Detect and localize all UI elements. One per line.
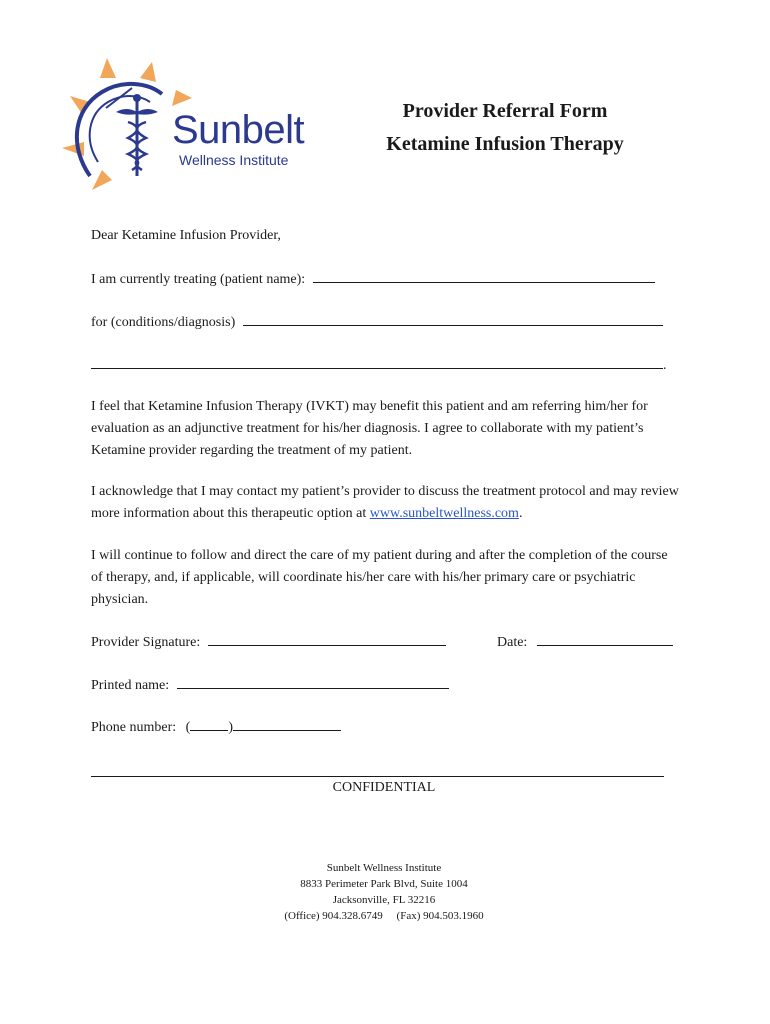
- continue-care-paragraph: I will continue to follow and direct the care of my patient during and after the completion of the course of therapy, and, if applicable, will coordinate his/her care with his/her primary care or psychiatric physician.: [91, 548, 668, 607]
- date-row: [497, 631, 687, 654]
- provider-signature-field[interactable]: [208, 631, 446, 646]
- patient-name-row: [91, 268, 691, 291]
- salutation: Dear Ketamine Infusion Provider,: [91, 228, 281, 243]
- acknowledge-text: I acknowledge that I may contact my patient’s provider to discuss the treatment protocol and may review more information about this therapeutic option at: [91, 484, 679, 521]
- website-link[interactable]: www.sunbeltwellness.com: [369, 506, 519, 521]
- patient-name-label: I am currently treating (patient name):: [91, 272, 306, 287]
- phone-area-code-field[interactable]: [190, 716, 228, 731]
- form-subtitle: Ketamine Infusion Therapy: [386, 133, 624, 155]
- phone-label: Phone number:: [91, 720, 177, 735]
- printed-name-field[interactable]: [177, 674, 449, 689]
- phone-close-paren: ): [228, 720, 233, 735]
- referral-paragraph: I feel that Ketamine Infusion Therapy (IVKT) may benefit this patient and am referring him/her for evaluation as an adjunctive treatment for his/her diagnosis. I agree to collaborate with my patient’s Ketamine provider regarding the treatment of my patient.: [91, 399, 648, 458]
- confidential-label: CONFIDENTIAL: [332, 780, 436, 795]
- date-label: Date:: [497, 635, 528, 650]
- brand-name: Sunbelt: [172, 108, 305, 152]
- phone-row: [91, 716, 691, 739]
- divider: [91, 776, 664, 777]
- conditions-continuation-field[interactable]: [91, 354, 663, 369]
- logo: [62, 58, 312, 194]
- footer-address-2: Jacksonville, FL 32216: [332, 894, 436, 906]
- form-title: Provider Referral Form: [402, 100, 608, 122]
- conditions-continuation-row: [91, 354, 691, 377]
- conditions-label: for (conditions/diagnosis): [91, 315, 236, 330]
- date-field[interactable]: [537, 631, 673, 646]
- footer: [91, 860, 677, 924]
- printed-name-label: Printed name:: [91, 678, 170, 693]
- brand-subtitle: Wellness Institute: [179, 152, 289, 168]
- acknowledge-end: .: [518, 506, 523, 521]
- patient-name-field[interactable]: [313, 268, 655, 283]
- conditions-row: [91, 311, 691, 334]
- footer-address-1: 8833 Perimeter Park Blvd, Suite 1004: [300, 878, 468, 890]
- conditions-field[interactable]: [243, 311, 663, 326]
- provider-signature-label: Provider Signature:: [91, 635, 201, 650]
- printed-name-row: [91, 674, 691, 697]
- footer-org: Sunbelt Wellness Institute: [326, 862, 442, 874]
- continuation-period: .: [663, 358, 667, 373]
- footer-phones: (Office) 904.328.6749 (Fax) 904.503.1960: [284, 910, 484, 922]
- acknowledge-paragraph: [91, 481, 681, 525]
- phone-open-paren: (: [185, 720, 191, 735]
- phone-number-field[interactable]: [233, 716, 341, 731]
